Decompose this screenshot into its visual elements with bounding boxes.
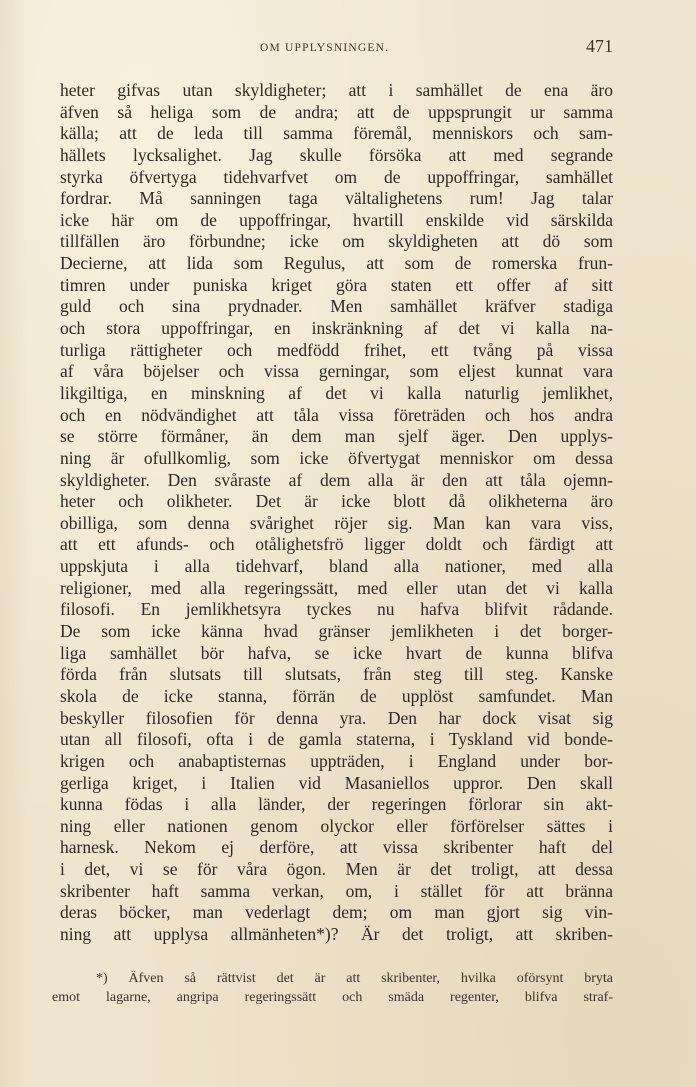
text-line: heter gifvas utan skyldigheter; att i samhället de ena äro [60,80,613,100]
text-line: af våra böjelser och vissa gerningar, som eljest kunnat vara [60,361,613,382]
text-line: ning att upplysa allmänheten*)? Är det troligt, att skriben- [60,923,613,944]
text-line: utan all filosofi, ofta i de gamla staterna, i Tyskland vid bonde- [60,729,613,750]
text-line: skyldigheter. Den svåraste af dem alla är den att tåla ojemn- [60,469,613,490]
page-header [260,36,613,60]
text-line: beskyller filosofien för denna yra. Den har dock visat sig [60,707,613,728]
text-line: förda från slutsats till slutsats, från steg till steg. Kanske [60,664,613,685]
text-line: ning eller nationen genom olyckor eller förförelser sättes i [60,815,613,836]
text-line: obilliga, som denna svårighet röjer sig. Man kan vara viss, [60,512,613,533]
text-line: och stora uppoffringar, en inskränkning af det vi kalla na- [60,318,613,339]
text-line: fordrar. Må sanningen taga vältalighetens rum! Jag talar [60,188,613,209]
text-line: turliga rättigheter och medfödd frihet, ett tvång på vissa [60,339,613,360]
text-line: likgiltiga, en minskning af det vi kalla naturlig jemlikhet, [60,382,613,403]
text-line: uppskjuta i alla tidehvarf, bland alla nationer, med alla [60,556,613,577]
text-line: hällets lycksalighet. Jag skulle försöka att med segrande [60,144,613,165]
text-line: se större förmåner, än dem man sjelf äger. Den upplys- [60,426,613,447]
text-line: och en nödvändighet att tåla vissa företräden och hos andra [60,404,613,425]
text-line: styrka öfvertyga tidehvarfvet om de uppoffringar, samhället [60,166,613,187]
text-line: krigen och anabaptisternas uppträden, i England under bor- [60,750,613,771]
footnote-line: *) Äfven så rättvist det är att skribenter, hvilka oförsynt bryta [96,971,613,986]
text-line: filosofi. En jemlikhetsyra tyckes nu hafva blifvit rådande. [60,599,613,620]
text-line: gerliga kriget, i Italien vid Masaniellos uppror. Den skall [60,772,613,793]
footnote-line: emot lagarne, angripa regeringssätt och smäda regenter, blifva straf- [52,990,613,1005]
text-line: äfven så heliga som de andra; att de uppsprungit ur samma [60,101,613,122]
text-line: De som icke känna hvad gränser jemlikheten i det borger- [60,621,613,642]
text-line: heter och olikheter. Det är icke blott då olikheterna äro [60,491,613,512]
text-line: ning är ofullkomlig, som icke öfvertygat menniskor om dessa [60,447,613,468]
text-line: harnesk. Nekom ej derföre, att vissa skribenter haft del [60,837,613,858]
text-line: skribenter haft samma verkan, om, i stället för att bränna [60,880,613,901]
text-line: källa; att de leda till samma föremål, menniskors och sam- [60,123,613,144]
page-number: 471 [586,36,613,56]
footnote [52,969,613,1007]
running-title: OM UPPLYSNINGEN. [260,42,390,54]
text-line: icke här om de uppoffringar, hvartill enskilde vid särskilda [60,209,613,230]
text-line: liga samhället bör hafva, se icke hvart de kunna blifva [60,642,613,663]
text-line: tillfällen äro förbundne; icke om skyldigheten att dö som [60,231,613,252]
page-edge-shading [0,0,28,1087]
text-line: skola de icke stanna, förrän de upplöst samfundet. Man [60,685,613,706]
text-line: att ett afunds- och otålighetsfrö ligger doldt och färdigt att [60,534,613,555]
text-line: timren under puniska kriget göra staten ett offer af sitt [60,274,613,295]
text-line: i det, vi se för våra ögon. Men är det troligt, att dessa [60,859,613,880]
text-line: Decierne, att lida som Regulus, att som de romerska frun- [60,253,613,274]
text-line: guld och sina prydnader. Men samhället kräfver stadiga [60,296,613,317]
text-line: kunna födas i alla länder, der regeringen förlorar sin akt- [60,794,613,815]
body-text [60,80,613,946]
text-line: religioner, med alla regeringssätt, med eller utan det vi kalla [60,577,613,598]
text-line: deras böcker, man vederlagt dem; om man gjort sig vin- [60,902,613,923]
